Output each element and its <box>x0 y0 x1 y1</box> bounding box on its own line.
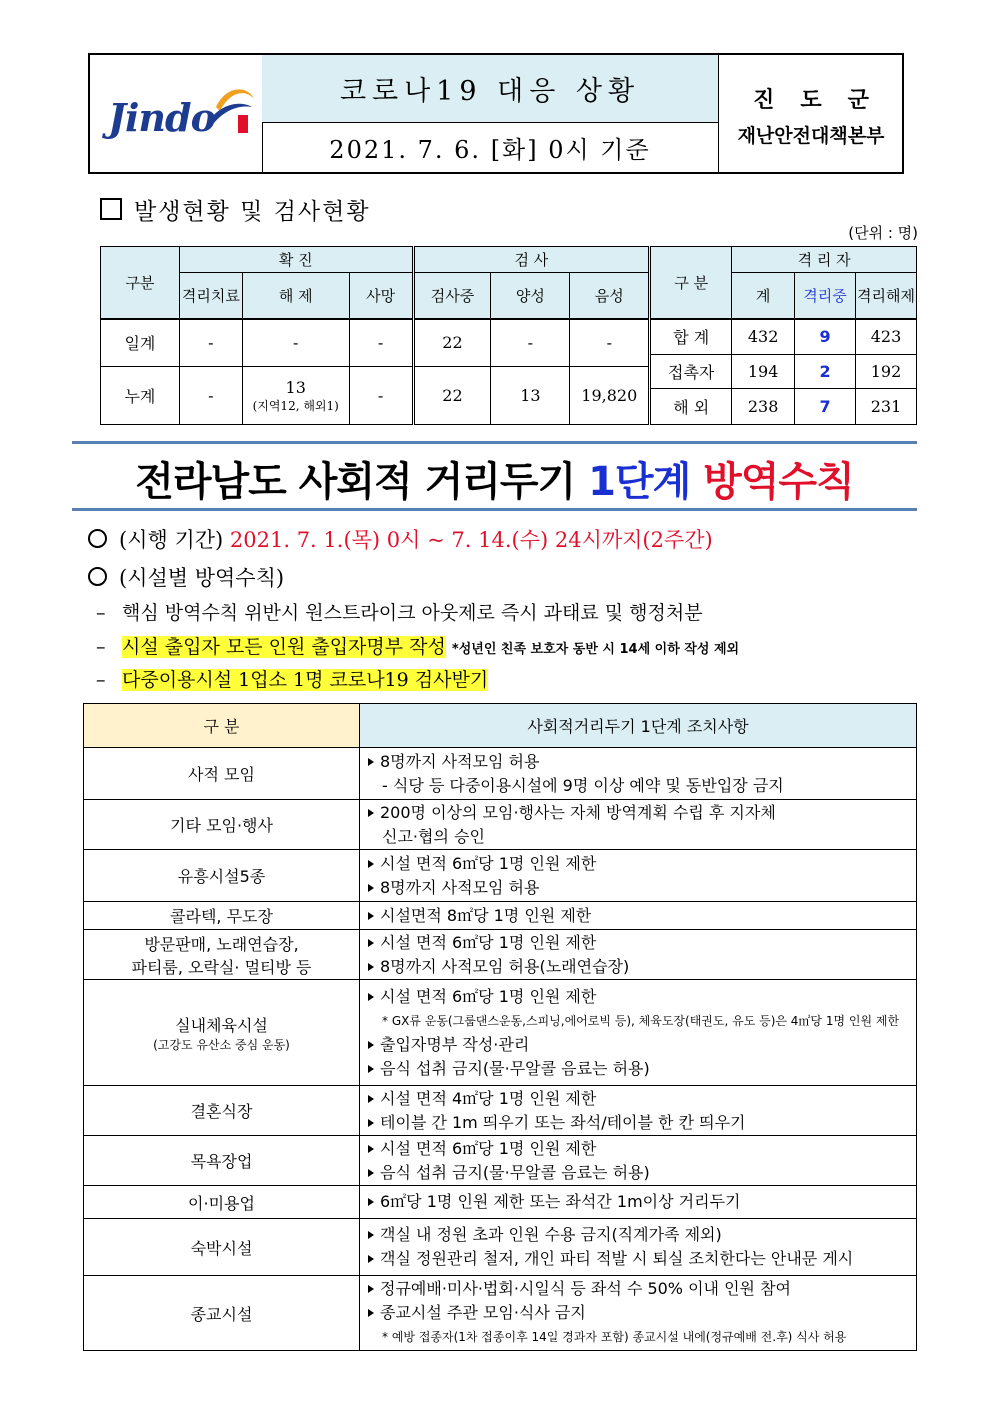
bullet-facility <box>88 562 284 592</box>
q-row-label: 접촉자 <box>650 355 732 389</box>
measure-item <box>368 1111 916 1135</box>
measure-row <box>84 850 917 902</box>
header-quarantine: 격 리 자 <box>732 247 917 273</box>
measure-category-sub: (고강도 유산소 중심 운동) <box>153 1037 290 1052</box>
measure-category-label: 결혼식장 <box>190 1102 253 1121</box>
measure-item-text: 종교시설 주관 모임·식사 금지 <box>380 1303 586 1322</box>
measure-row <box>84 1219 917 1276</box>
row-cum-positive: 13 <box>491 367 570 425</box>
header-death: 사망 <box>349 273 413 319</box>
status-table <box>100 246 917 425</box>
measure-category-label: 이·미용업 <box>188 1193 255 1213</box>
report-title: 코로나19 대응 상황 <box>262 55 718 123</box>
measure-item <box>368 1277 916 1301</box>
section-title <box>100 193 371 226</box>
divider-bottom <box>72 508 917 511</box>
banner-title <box>72 450 917 507</box>
measure-item <box>368 774 916 798</box>
measure-item-text: 8명까지 사적모임 허용 <box>380 877 540 897</box>
measure-category-label: 실내체육시설 <box>175 1015 268 1035</box>
row-daily-testing: 22 <box>413 319 491 367</box>
banner-text-level: 1단계 <box>588 459 691 505</box>
row-cum-released-value: 13 <box>285 377 306 397</box>
q-row-in: 9 <box>795 319 856 355</box>
row-daily-positive: - <box>491 319 570 367</box>
measure-detail <box>360 1086 917 1136</box>
dash-item-1 <box>96 598 703 625</box>
measure-detail <box>360 980 917 1086</box>
q-row-total: 432 <box>732 319 795 355</box>
measure-item <box>368 985 916 1009</box>
triangle-bullet-icon <box>368 758 374 766</box>
measure-item-text: 객실 내 정원 초과 인원 수용 금지(직계가족 제외) <box>380 1225 722 1244</box>
header-category: 구분 <box>101 247 180 319</box>
measure-item-text: 8명까지 사적모임 허용 <box>380 751 540 771</box>
row-daily-label: 일계 <box>101 319 180 367</box>
q-row-label: 해 외 <box>650 389 732 425</box>
measure-item <box>368 750 916 774</box>
measure-detail <box>360 800 917 850</box>
q-row-label: 합 계 <box>650 319 732 355</box>
measure-item-text: * GX류 운동(그룹댄스운동,스피닝,에어로빅 등), 체육도장(태권도, 유도 등)은 4㎡당 1명 인원 제한 <box>382 1013 900 1028</box>
measure-category-label: 숙박시설 <box>190 1238 253 1258</box>
dash-item-2 <box>96 632 739 659</box>
header-quarantine-released: 격리해제 <box>855 273 916 319</box>
triangle-bullet-icon <box>368 1145 374 1153</box>
measure-item-text: 시설 면적 6㎡당 1명 인원 제한 <box>380 853 597 873</box>
header-isolation: 격리치료 <box>179 273 242 319</box>
triangle-bullet-icon <box>368 1041 374 1049</box>
measure-category <box>84 1276 360 1351</box>
measure-category <box>84 1136 360 1186</box>
facility-label: (시설별 방역수칙) <box>119 566 285 590</box>
dash-icon: – <box>96 636 106 658</box>
header-negative: 음성 <box>570 273 650 319</box>
triangle-bullet-icon <box>368 809 374 817</box>
row-daily-death: - <box>349 319 413 367</box>
measure-category-label: 콜라텍, 무도장 <box>170 907 273 926</box>
measure-item-text: 테이블 간 1m 띄우기 또는 좌석/테이블 한 칸 띄우기 <box>380 1112 746 1132</box>
triangle-bullet-icon <box>368 1231 374 1239</box>
unit-note: (단위 : 명) <box>848 224 918 242</box>
circle-bullet-icon <box>88 529 107 548</box>
header-category2: 구 분 <box>650 247 732 319</box>
dash-item-3 <box>96 665 488 692</box>
row-daily-isolation: - <box>179 319 242 367</box>
dash-note-2: *성년인 친족 보호자 동반 시 14세 이하 작성 제외 <box>451 642 740 657</box>
measures-table <box>83 703 917 1351</box>
banner-text-1: 전라남도 사회적 거리두기 <box>135 459 589 505</box>
measure-detail <box>360 748 917 800</box>
measure-row <box>84 1186 917 1219</box>
period-value: 2021. 7. 1.(목) 0시 ~ 7. 14.(수) 24시까지(2주간) <box>229 528 713 552</box>
measure-category-label: 유흥시설5종 <box>177 867 266 886</box>
measure-item <box>368 1161 916 1185</box>
measure-category-label: 사적 모임 <box>188 765 255 784</box>
dash-icon: – <box>96 669 106 691</box>
triangle-bullet-icon <box>368 1255 374 1263</box>
q-row-total: 194 <box>732 355 795 389</box>
triangle-bullet-icon <box>368 884 374 892</box>
triangle-bullet-icon <box>368 1065 374 1073</box>
logo-wordmark: Jindo <box>108 95 215 140</box>
header-released: 해 제 <box>242 273 349 319</box>
measure-item-text: 200명 이상의 모임·행사는 자체 방역계획 수립 후 지자체 <box>380 802 776 822</box>
measure-row <box>84 748 917 800</box>
measure-item-text: 음식 섭취 금지(물·무알콜 음료는 허용) <box>380 1162 650 1182</box>
measure-category <box>84 850 360 902</box>
measure-item <box>368 1301 916 1325</box>
measure-item-text: 시설 면적 6㎡당 1명 인원 제한 <box>380 986 597 1006</box>
measure-detail <box>360 1186 917 1219</box>
measures-head-detail: 사회적거리두기 1단계 조치사항 <box>360 704 917 748</box>
row-daily-negative: - <box>570 319 650 367</box>
dash-icon: – <box>96 602 106 624</box>
measure-detail <box>360 850 917 902</box>
measure-item-text: 시설 면적 6㎡당 1명 인원 제한 <box>380 932 597 952</box>
measure-item <box>368 955 916 979</box>
measure-item <box>368 1223 916 1247</box>
measure-item <box>368 1009 916 1033</box>
row-cum-label: 누계 <box>101 367 180 425</box>
measure-row <box>84 1276 917 1351</box>
dash-text-1: 핵심 방역수칙 위반시 원스트라이크 아웃제로 즉시 과태료 및 행정처분 <box>122 602 703 624</box>
measure-item-text: - 식당 등 다중이용시설에 9명 이상 예약 및 동반입장 금지 <box>382 775 784 795</box>
measure-item <box>368 801 916 825</box>
logo-swoosh-icon <box>208 77 258 137</box>
row-cum-death: - <box>349 367 413 425</box>
measure-row <box>84 1136 917 1186</box>
measure-row <box>84 930 917 980</box>
logo-cell <box>90 55 263 172</box>
dash-text-2: 시설 출입자 모든 인원 출입자명부 작성 <box>122 636 446 658</box>
triangle-bullet-icon <box>368 939 374 947</box>
row-daily-released: - <box>242 319 349 367</box>
measure-item-text: 객실 정원관리 철저, 개인 파티 적발 시 퇴실 조치한다는 안내문 게시 <box>380 1249 854 1268</box>
measure-item-text: 시설면적 8㎡당 1명 인원 제한 <box>380 905 592 925</box>
row-cum-negative: 19,820 <box>570 367 650 425</box>
header-testing: 검사중 <box>413 273 491 319</box>
triangle-bullet-icon <box>368 993 374 1001</box>
triangle-bullet-icon <box>368 1119 374 1127</box>
measure-row <box>84 902 917 930</box>
measure-category <box>84 1219 360 1276</box>
period-label: (시행 기간) <box>119 528 224 552</box>
header-confirmed: 확 진 <box>179 247 413 273</box>
measure-category-label: 방문판매, 노래연습장, <box>144 934 299 954</box>
triangle-bullet-icon <box>368 963 374 971</box>
org-cell <box>718 55 903 172</box>
measure-item <box>368 1057 916 1081</box>
measure-item <box>368 904 916 928</box>
measure-item <box>368 1247 916 1271</box>
measure-category <box>84 902 360 930</box>
header-test: 검 사 <box>413 247 650 273</box>
q-row-in: 2 <box>795 355 856 389</box>
circle-bullet-icon <box>88 567 107 586</box>
bullet-period <box>88 524 713 554</box>
report-header <box>88 53 904 174</box>
measure-item-text: 시설 면적 6㎡당 1명 인원 제한 <box>380 1138 597 1158</box>
measure-item-text: 신고·협의 승인 <box>382 826 485 846</box>
q-row-in: 7 <box>795 389 856 425</box>
dash-text-3: 다중이용시설 1업소 1명 코로나19 검사받기 <box>122 669 489 691</box>
measure-row <box>84 800 917 850</box>
measure-category <box>84 930 360 980</box>
measure-item <box>368 852 916 876</box>
measure-item-text: 6㎡당 1명 인원 제한 또는 좌석간 1m이상 거리두기 <box>380 1192 741 1211</box>
triangle-bullet-icon <box>368 1285 374 1293</box>
measure-row <box>84 1086 917 1136</box>
q-row-released: 423 <box>855 319 916 355</box>
row-cum-testing: 22 <box>413 367 491 425</box>
org-unit: 재난안전대책본부 <box>737 125 885 147</box>
measure-category-label: 기타 모임·행사 <box>170 816 273 835</box>
triangle-bullet-icon <box>368 1309 374 1317</box>
measure-detail <box>360 902 917 930</box>
measure-item-text: * 예방 접종자(1차 접종이후 14일 경과자 포함) 종교시설 내에(정규예배 전.후) 식사 허용 <box>382 1330 847 1344</box>
measure-item <box>368 931 916 955</box>
section-title-text: 발생현황 및 검사현황 <box>134 199 371 225</box>
row-cum-released <box>242 367 349 425</box>
measure-item-text: 음식 섭취 금지(물·무알콜 음료는 허용) <box>380 1058 650 1078</box>
checkbox-square-icon <box>100 198 122 220</box>
measure-item <box>368 1033 916 1057</box>
measure-category <box>84 748 360 800</box>
measure-detail <box>360 1136 917 1186</box>
measure-item <box>368 1325 916 1349</box>
measure-category <box>84 1186 360 1219</box>
q-row-released: 192 <box>855 355 916 389</box>
divider-top <box>72 441 917 444</box>
header-in-quarantine: 격리중 <box>795 273 856 319</box>
measure-item <box>368 825 916 849</box>
report-date: 2021. 7. 6. [화] 0시 기준 <box>329 136 651 164</box>
measure-category <box>84 980 360 1086</box>
q-row-released: 231 <box>855 389 916 425</box>
measure-item-text: 정규예배·미사·법회·시일식 등 좌석 수 50% 이내 인원 참여 <box>380 1279 791 1298</box>
triangle-bullet-icon <box>368 1198 374 1206</box>
measure-item-text: 출입자명부 작성·관리 <box>380 1034 530 1054</box>
row-cum-isolation: - <box>179 367 242 425</box>
measure-detail <box>360 930 917 980</box>
measure-category <box>84 800 360 850</box>
measure-category-label: 목욕장업 <box>190 1152 253 1171</box>
measures-head-category: 구 분 <box>84 704 360 748</box>
header-total: 계 <box>732 273 795 319</box>
measure-category-label: 종교시설 <box>190 1304 253 1324</box>
measure-category-sub: 파티룸, 오락실· 멀티방 등 <box>131 957 312 977</box>
measure-item <box>368 1190 916 1214</box>
measure-item <box>368 1087 916 1111</box>
banner-text-rules: 방역수칙 <box>690 459 854 505</box>
measure-item-text: 시설 면적 4㎡당 1명 인원 제한 <box>380 1088 597 1108</box>
header-positive: 양성 <box>491 273 570 319</box>
triangle-bullet-icon <box>368 1169 374 1177</box>
measure-detail <box>360 1219 917 1276</box>
measure-row <box>84 980 917 1086</box>
triangle-bullet-icon <box>368 860 374 868</box>
measure-item <box>368 1137 916 1161</box>
triangle-bullet-icon <box>368 912 374 920</box>
measure-category <box>84 1086 360 1136</box>
org-name: 진도군 <box>753 87 895 113</box>
measure-item-text: 8명까지 사적모임 허용(노래연습장) <box>380 956 630 976</box>
measure-detail <box>360 1276 917 1351</box>
row-cum-released-note: (지역12, 해외1) <box>252 398 339 413</box>
triangle-bullet-icon <box>368 1095 374 1103</box>
measure-item <box>368 876 916 900</box>
q-row-total: 238 <box>732 389 795 425</box>
